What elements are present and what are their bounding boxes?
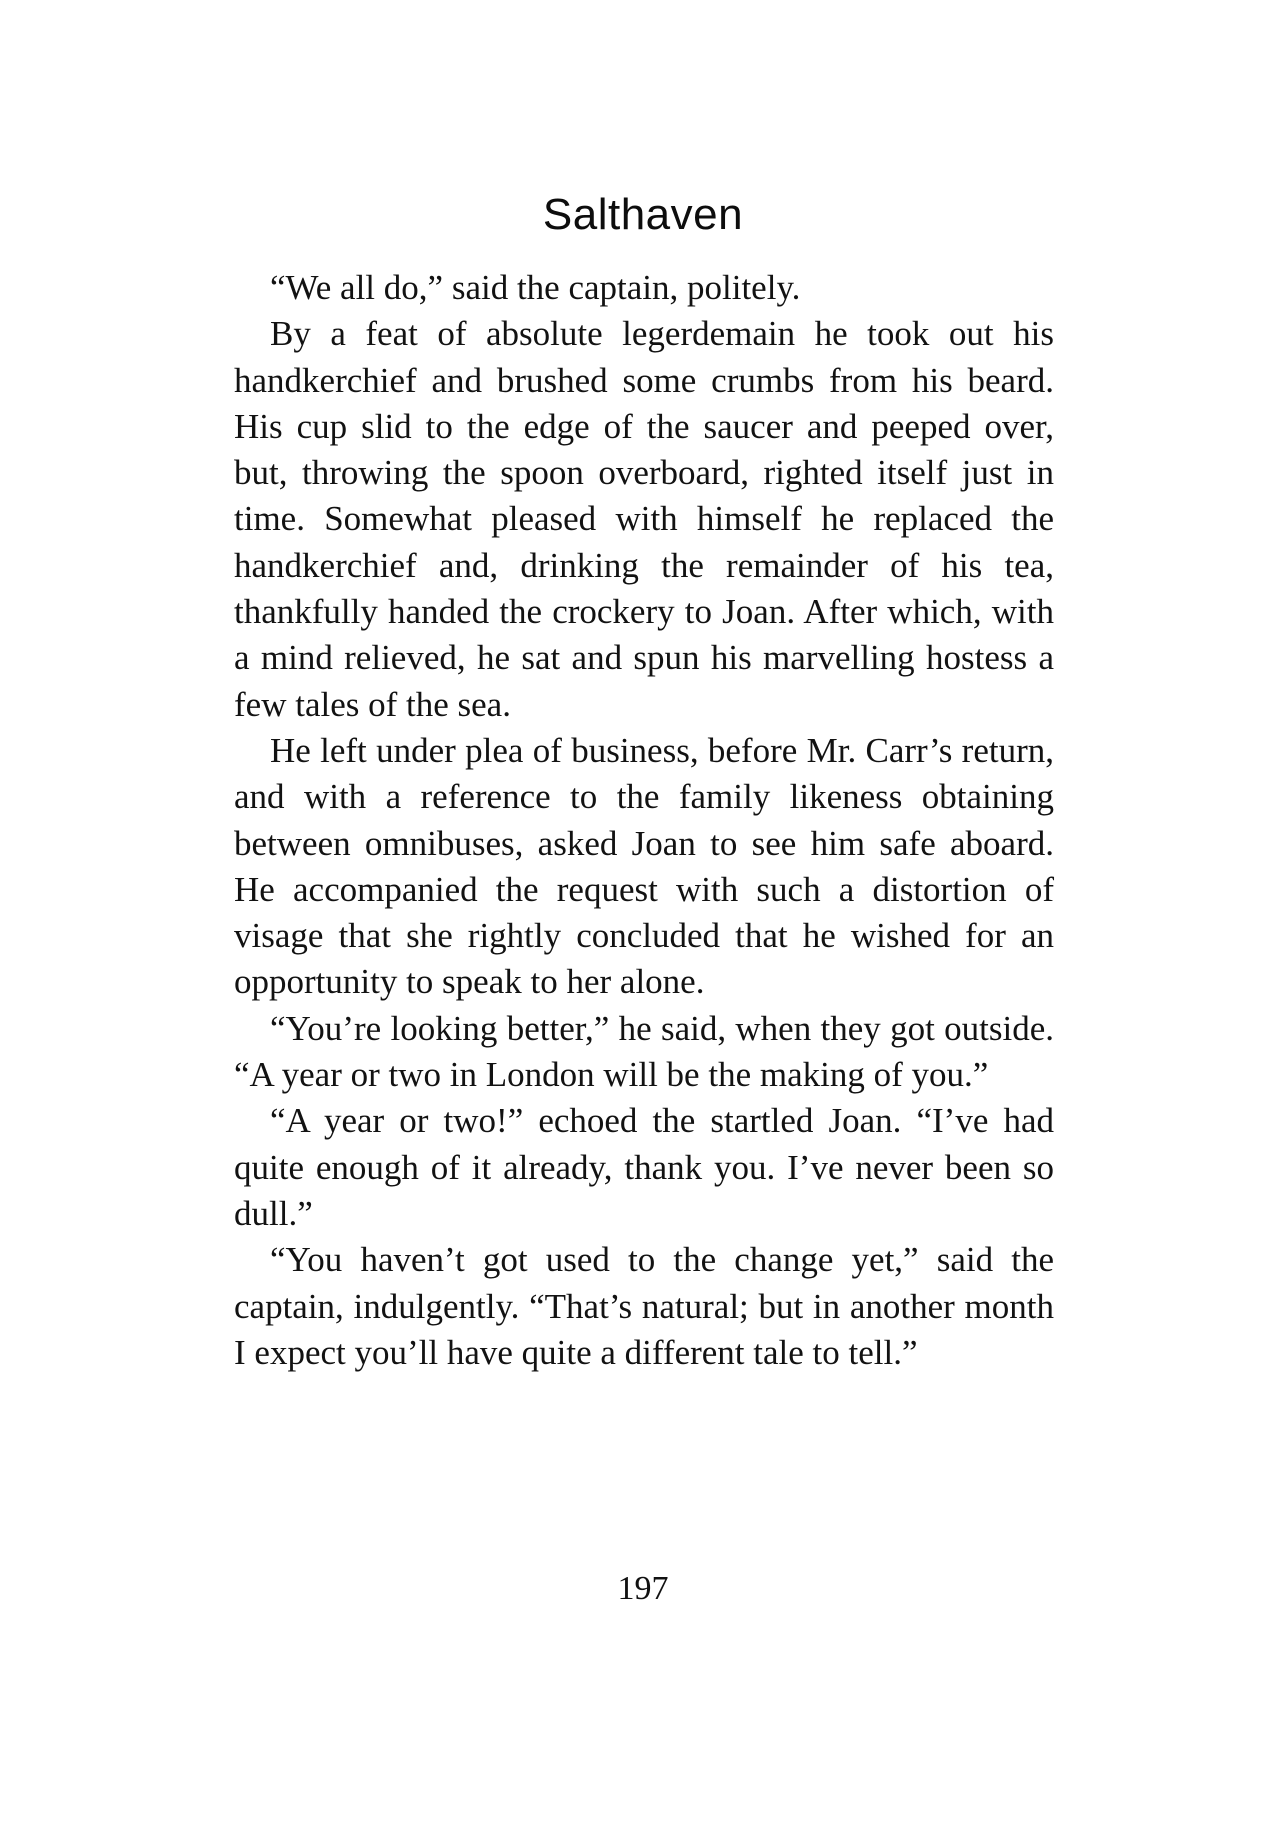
paragraph: “You haven’t got used to the change yet,” said the captain, indulgently. “That’s natural; but in another month I expect you’ll have quite a different tale to tell.”	[234, 1240, 1054, 1372]
page-title: Salthaven	[542, 190, 744, 239]
page-number: 197	[617, 1570, 669, 1607]
body-text	[234, 265, 1054, 1376]
paragraph: By a feat of absolute legerdemain he took out his handkerchief and brushed some crumbs from his beard. His cup slid to the edge of the saucer and peeped over, but, throwing the spoon overboard, righted itself just in time. Somewhat pleased with himself he replaced the handkerchief and, drinking the remainder of his tea, thankfully handed the crockery to Joan. After which, with a mind relieved, he sat and spun his marvelling hostess a few tales of the sea.	[234, 314, 1054, 724]
paragraph: “A year or two!” echoed the startled Joan. “I’ve had quite enough of it already, thank you. I’ve never been so dull.”	[234, 1101, 1054, 1233]
paragraph: “We all do,” said the captain, politely.	[270, 268, 801, 307]
paragraph: He left under plea of business, before Mr. Carr’s return, and with a reference to the family likeness obtaining between omnibuses, asked Joan to see him safe aboard. He accompanied the request with such a distortion of visage that she rightly concluded that he wished for an opportunity to speak to her alone.	[234, 730, 1054, 1002]
paragraph: “You’re looking better,” he said, when they got outside. “A year or two in London will be the making of you.”	[234, 1008, 1054, 1095]
